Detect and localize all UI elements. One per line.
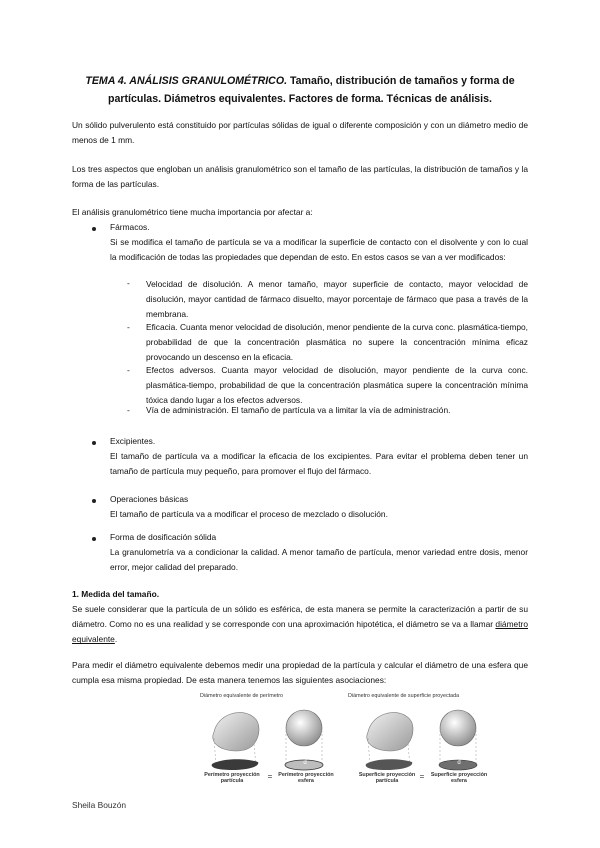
forma-text: La granulometría va a condicionar la calidad. A menor tamaño de partícula, menor variedad entre dosis, menor error, mejor calidad del preparado. xyxy=(110,547,528,573)
section-text-before: Se suele considerar que la partícula de un sólido es esférica, de esta manera se permite la caracterización a partir de su diámetro. Como no es una realidad y se corresponde con una aproximación hipotética, el diámetro se va a llamar xyxy=(72,604,528,630)
sphere-shape xyxy=(286,710,322,746)
excipientes-text: El tamaño de partícula va a modificar la eficacia de los excipientes. Para evitar el problema deben tener un tamaño de partícula muy pequeño, para promover el flujo del fármaco. xyxy=(110,451,528,477)
section-paragraph xyxy=(72,602,528,648)
footer-author: Sheila Bouzón xyxy=(72,800,127,810)
title-italic: TEMA 4. ANÁLISIS GRANULOMÉTRICO. xyxy=(85,75,288,87)
dash-2: - xyxy=(127,322,130,332)
bullet-farmacos xyxy=(92,224,96,233)
title-rest: Tamaño, distribución de tamaños y forma de partículas. Diámetros equivalentes. Factores de forma. Técnicas de análisis. xyxy=(108,75,515,105)
particle-projection xyxy=(212,759,259,770)
importance-paragraph: El análisis granulométrico tiene mucha importancia por afectar a: xyxy=(72,207,313,217)
farmacos-item-efectos: Efectos adversos. Cuanta mayor velocidad de disolución, mayor pendiente de la curva conc. plasmática-tiempo, probabilidad de que la concentración plasmática supere la concentración mínima tóxica dando lugar a los efectos adversos. xyxy=(146,365,528,406)
equals-1: = xyxy=(267,772,273,781)
equals-2: = xyxy=(419,772,425,781)
equivalent-diameter-figure xyxy=(196,690,504,786)
d-label-1: d xyxy=(303,760,307,766)
particle-shape-2 xyxy=(367,713,413,751)
farmacos-item-velocidad: Velocidad de disolución. A menor tamaño, mayor superficie de contacto, mayor velocidad de disolución, mayor cantidad de fármaco disuelto, mayor porcentaje de fármaco que pasa a través de la membrana. xyxy=(146,279,528,320)
farmacos-item-via: Vía de administración. El tamaño de partícula va a limitar la vía de administración. xyxy=(146,405,451,415)
particle-projection-2 xyxy=(366,759,413,770)
caption-superficie-esfera: Superficie proyección esfera xyxy=(430,772,488,784)
underlined-term: diámetro equivalente xyxy=(72,619,528,645)
operaciones-text: El tamaño de partícula va a modificar el proceso de mezclado o disolución. xyxy=(110,509,388,519)
section-text-after: . xyxy=(114,634,118,645)
operaciones-label: Operaciones básicas xyxy=(110,494,189,504)
caption-perimetro-particula: Perímetro proyección partícula xyxy=(204,772,260,784)
dash-1: - xyxy=(127,278,130,288)
figure-right-title: Diámetro equivalente de superficie proyectada xyxy=(348,693,460,699)
bullet-excipientes xyxy=(92,438,96,447)
measure-paragraph: Para medir el diámetro equivalente debemos medir una propiedad de la partícula y calcular el diámetro de una esfera que cumpla esa misma propiedad. De esta manera tenemos las siguientes asociaciones: xyxy=(72,660,528,686)
farmacos-text: Si se modifica el tamaño de partícula se va a modificar la superficie de contacto con el disolvente y con lo cual la modificación de todas las propiedades que dependan de esto. En estos casos se van a ver modificados: xyxy=(110,237,528,263)
particle-shape xyxy=(213,713,259,751)
farmacos-item-eficacia: Eficacia. Cuanta menor velocidad de disolución, menor pendiente de la curva conc. plasmática-tiempo, probabilidad de que la concentración plasmática no supere la concentración mínima eficaz provocando un descenso en la eficacia. xyxy=(146,322,528,363)
bullet-operaciones xyxy=(92,496,96,505)
dash-4: - xyxy=(127,405,130,415)
excipientes-label: Excipientes. xyxy=(110,436,156,446)
dash-3: - xyxy=(127,365,130,375)
caption-superficie-particula: Superficie proyección partícula xyxy=(358,772,416,784)
forma-label: Forma de dosificación sólida xyxy=(110,532,217,542)
d-label-2: d xyxy=(457,760,461,766)
bullet-forma xyxy=(92,534,96,543)
section-heading: 1. Medida del tamaño. xyxy=(72,589,160,599)
page-title xyxy=(80,72,520,108)
caption-perimetro-esfera: Perímetro proyección esfera xyxy=(278,772,334,784)
intro-paragraph: Un sólido pulverulento está constituido por partículas sólidas de igual o diferente composición y con un diámetro medio de menos de 1 mm. xyxy=(72,120,528,146)
aspects-paragraph: Los tres aspectos que engloban un análisis granulométrico son el tamaño de las partículas, la distribución de tamaños y la forma de las partículas. xyxy=(72,164,528,190)
farmacos-label: Fármacos. xyxy=(110,222,150,232)
figure-left-title: Diámetro equivalente de perímetro xyxy=(200,693,283,699)
sphere-shape-2 xyxy=(440,710,476,746)
